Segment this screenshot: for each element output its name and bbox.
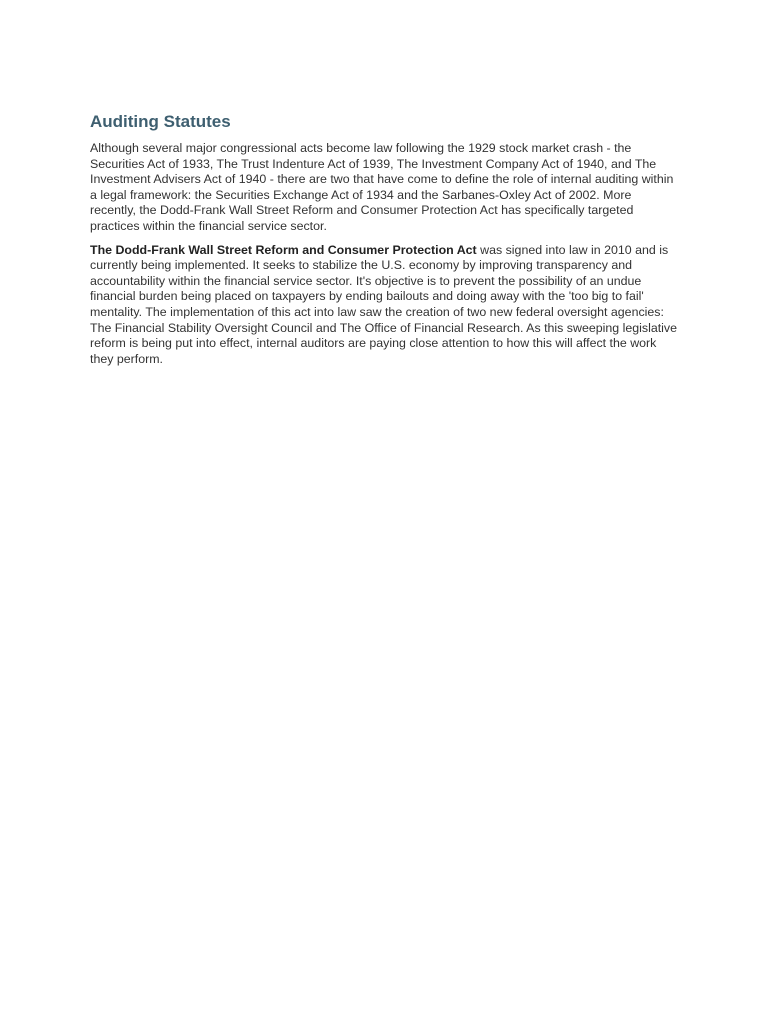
document-page: [90, 111, 680, 375]
dodd-frank-description: was signed into law in 2010 and is currently being implemented. It seeks to stabilize the U.S. economy by improving transparency and accountability within the financial service sector. It's objective is to prevent the possibility of an undue financial burden being placed on taxpayers by ending bailouts and doing away with the 'too big to fail' mentality. The implementation of this act into law saw the creation of two new federal oversight agencies: The Financial Stability Oversight Council and The Office of Financial Research. As this sweeping legislative reform is being put into effect, internal auditors are paying close attention to how this will affect the work they perform.: [90, 242, 678, 366]
dodd-frank-paragraph: [90, 243, 680, 368]
page-title: Auditing Statutes: [90, 112, 231, 131]
dodd-frank-act-name: The Dodd-Frank Wall Street Reform and Consumer Protection Act: [90, 242, 477, 257]
intro-paragraph: Although several major congressional acts become law following the 1929 stock market crash - the Securities Act of 1933, The Trust Indenture Act of 1939, The Investment Company Act of 1940, and The Investment Advisers Act of 1940 - there are two that have come to define the role of internal auditing within a legal framework: the Securities Exchange Act of 1934 and the Sarbanes-Oxley Act of 2002. More recently, the Dodd-Frank Wall Street Reform and Consumer Protection Act has specifically targeted practices within the financial service sector.: [90, 141, 674, 233]
